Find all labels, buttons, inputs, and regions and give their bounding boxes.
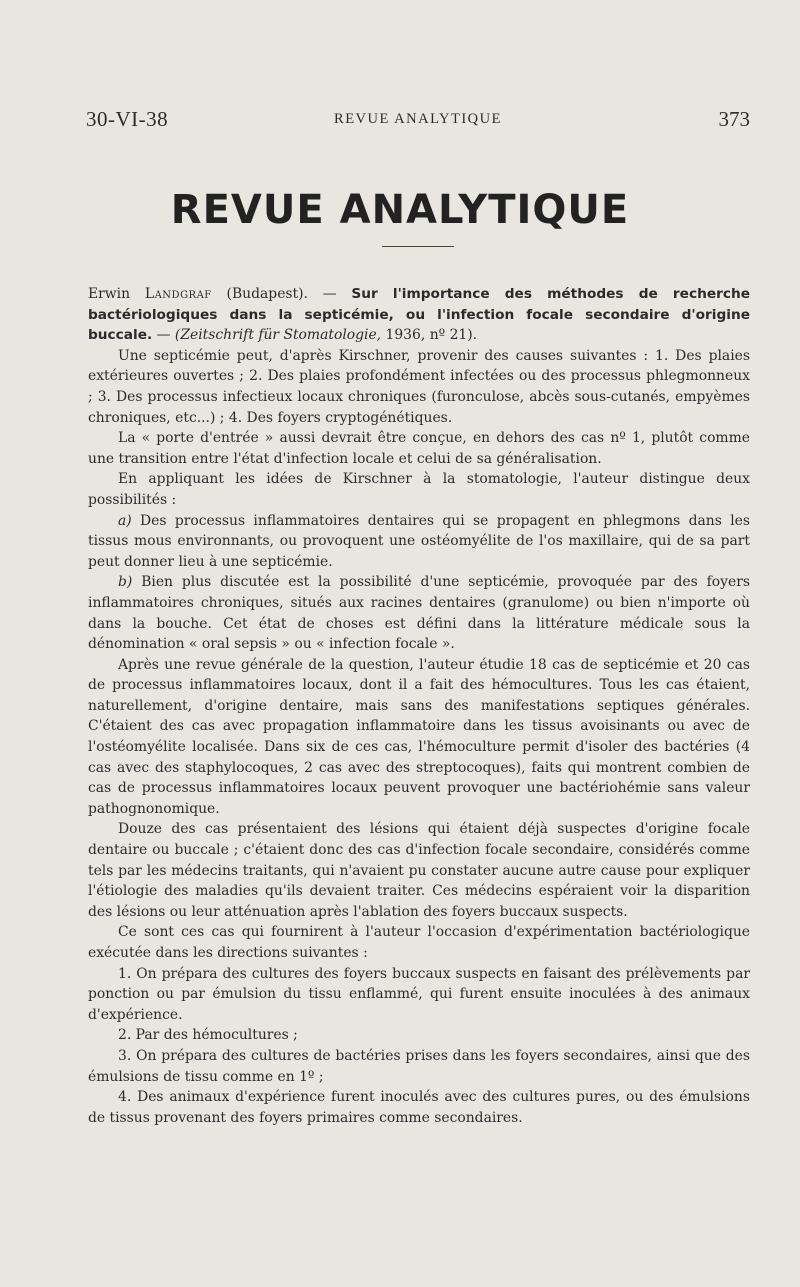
- issue-date: 30-VI-38: [86, 107, 169, 131]
- paragraph-item-b: [88, 572, 750, 654]
- numbered-item: 3. On prépara des cultures de bactéries prises dans les foyers secondaires, ainsi que des émulsions de tissu comme en 1º ;: [88, 1047, 750, 1085]
- running-head: [86, 107, 750, 133]
- journal-reference: 1936, nº 21).: [381, 327, 478, 344]
- article-title: Sur l'importance des méthodes de recherche bactériologiques dans la septicémie, ou l'infection focale secondaire d'origine buccale.: [88, 286, 750, 344]
- numbered-item: 2. Par des hémocultures ;: [118, 1027, 298, 1044]
- paragraph: Après une revue générale de la question, l'auteur étudie 18 cas de septicémie et 20 cas de processus inflammatoires locaux, dont il a fait des hémocultures. Tous les cas étaient, naturellement, d'origine dentaire, mais sans des manifestations septiques générales. C'étaient des cas avec propagation inflammatoire dans les tissus avoisinants ou avec de l'ostéomyélite localisée. Dans six de ces cas, l'hémoculture permit d'isoler des bactéries (4 cas avec des staphylocoques, 2 cas avec des streptocoques), faits qui montrent combien de cas de processus inflammatoires locaux peuvent provoquer une bactériohémie sans valeur pathognonomique.: [88, 656, 750, 817]
- paragraph: La « porte d'entrée » aussi devrait être conçue, en dehors des cas nº 1, plutôt comme une transition entre l'état d'infection locale et celui de sa généralisation.: [88, 430, 750, 467]
- author-first-name: Erwin: [88, 286, 131, 302]
- page-number: 373: [718, 107, 750, 131]
- running-head-title: REVUE ANALYTIQUE: [334, 111, 502, 127]
- paragraph: Douze des cas présentaient des lésions qui étaient déjà suspectes d'origine focale dentaire ou buccale ; c'étaient donc des cas d'infection focale secondaire, considérés comme tels par les médecins traitants, qui n'avaient pu constater aucune autre cause pour expliquer l'étiologie des maladies qu'ils devaient traiter. Ces médecins espéraient voir la disparition des lésions ou leur atténuation après l'ablation des foyers buccaux suspects.: [88, 821, 750, 920]
- numbered-item: 1. On prépara des cultures des foyers buccaux suspects en faisant des prélèvements par ponction ou par émulsion du tissu enflammé, qui furent ensuite inoculées à des animaux d'expérience.: [88, 965, 750, 1023]
- paragraph-item-a: [88, 511, 750, 573]
- journal-name: (Zeitschrift für Stomatologie,: [174, 327, 382, 344]
- citation-separator: —: [152, 327, 175, 344]
- item-text: Bien plus discutée est la possibilité d'une septicémie, provoquée par des foyers inflammatoires chroniques, situés aux racines dentaires (granulome) ou bien n'importe où dans la bouche. Cet état de choses est défini dans la littérature médicale sous la dénomination « oral sepsis » ou « infection focale ».: [88, 574, 750, 653]
- numbered-item: 4. Des animaux d'expérience furent inoculés avec des cultures pures, ou des émulsions de tissus provenant des foyers primaires comme secondaires.: [88, 1089, 750, 1126]
- citation: [88, 284, 750, 346]
- item-label: a): [118, 512, 132, 529]
- paragraph: Ce sont ces cas qui fournirent à l'auteur l'occasion d'expérimentation bactériologique exécutée dans les directions suivantes :: [88, 924, 750, 961]
- item-text: Des processus inflammatoires dentaires qui se propagent en phlegmons dans les tissus mous environnants, ou provoquent une ostéomyélite de l'os maxillaire, qui de sa part peut donner lieu à une septicémie.: [88, 512, 750, 570]
- paragraph: En appliquant les idées de Kirschner à la stomatologie, l'auteur distingue deux possibilités :: [88, 471, 750, 508]
- author-affiliation: (Budapest). —: [211, 286, 352, 302]
- paragraph: Une septicémie peut, d'après Kirschner, provenir des causes suivantes : 1. Des plaies extérieures ouvertes ; 2. Des plaies profondément infectées ou des processus phlegmonneux ; 3. Des processus infectieux locaux chroniques (furonculose, abcès sous-cutanés, empyèmes chroniques, etc...) ; 4. Des foyers cryptogénétiques.: [88, 347, 750, 426]
- author-last-name: Landgraf: [144, 286, 212, 302]
- section-title: REVUE ANALYTIQUE: [170, 187, 630, 233]
- item-label: b): [118, 574, 133, 591]
- review-body: [88, 284, 750, 1128]
- title-divider: [382, 246, 454, 247]
